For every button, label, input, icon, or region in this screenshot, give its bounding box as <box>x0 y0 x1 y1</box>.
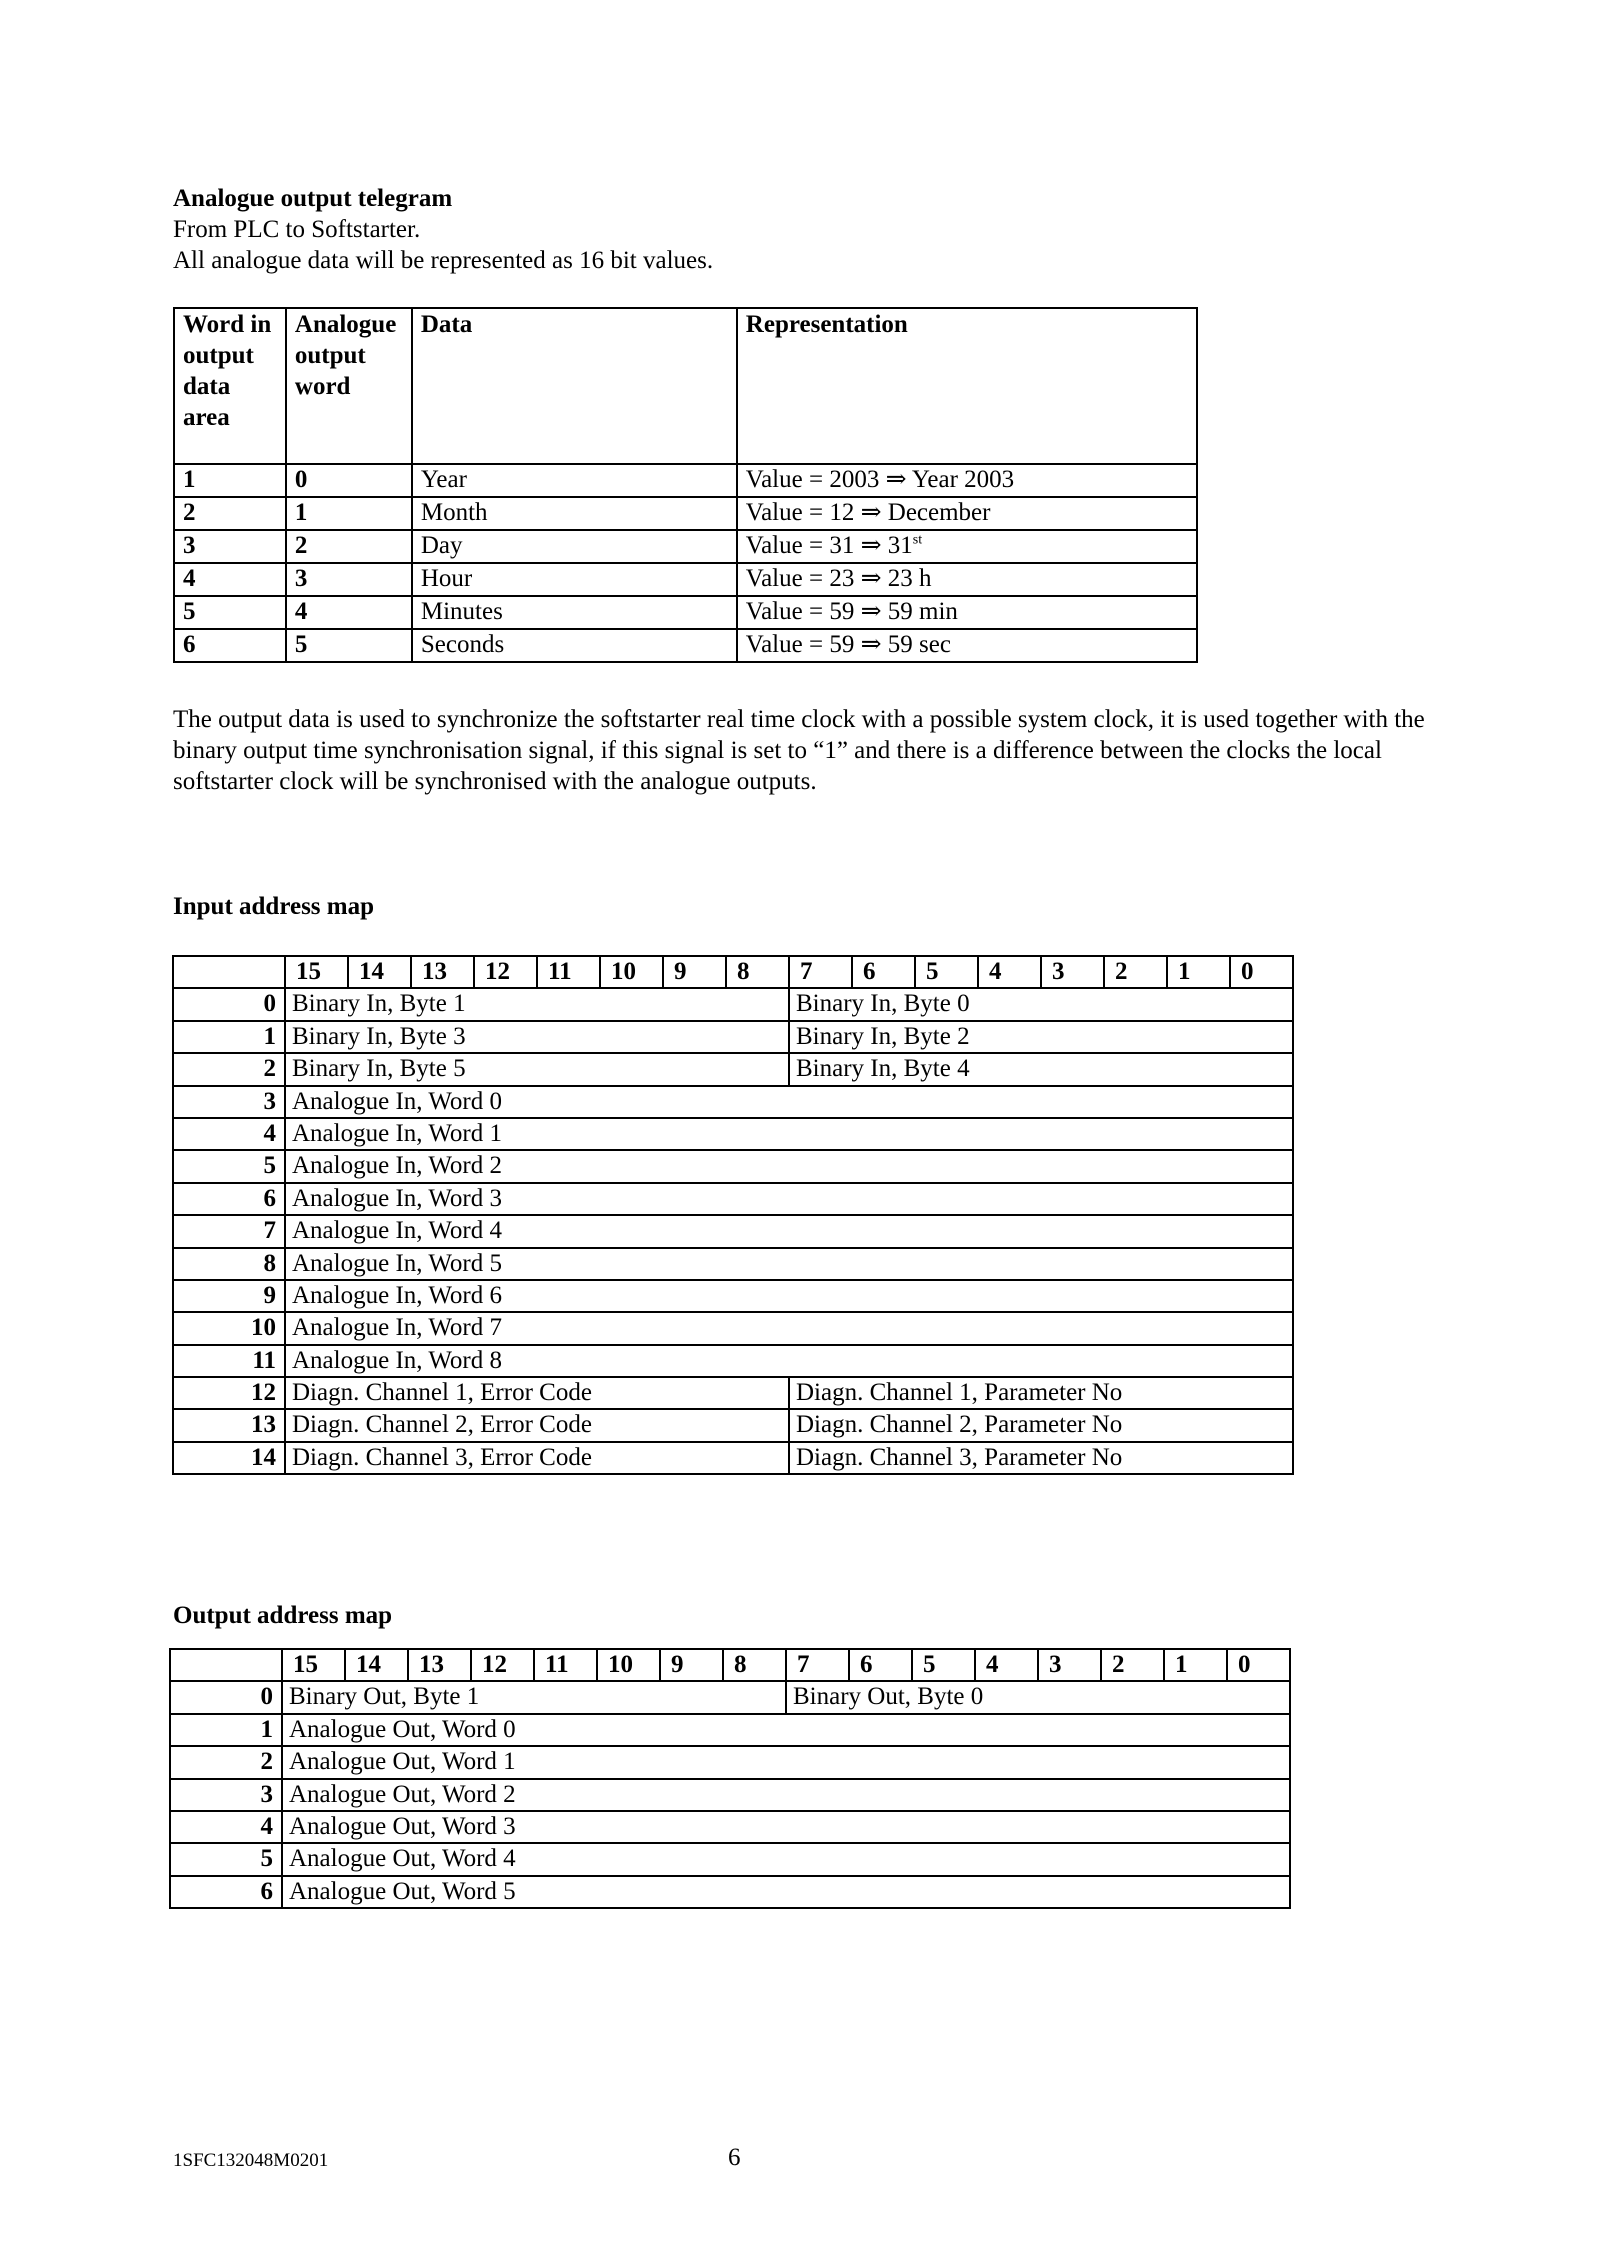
word-cell: Analogue In, Word 7 <box>285 1312 1293 1344</box>
bit-header: 8 <box>723 1649 786 1681</box>
word-cell: Analogue Out, Word 4 <box>282 1843 1290 1875</box>
address-row <box>173 1312 1293 1344</box>
bit-header: 11 <box>534 1649 597 1681</box>
high-byte-cell: Binary In, Byte 3 <box>285 1021 789 1053</box>
representation-text: Value = 2003 ⇒ Year 2003 <box>745 466 1015 493</box>
bit-header: 14 <box>348 956 411 988</box>
low-byte-cell: Binary Out, Byte 0 <box>786 1681 1290 1713</box>
representation-text: Value = 23 ⇒ 23 h <box>745 565 932 592</box>
word-in-output-cell: 5 <box>174 596 286 629</box>
telegram-row <box>174 497 1197 530</box>
word-number: 3 <box>170 1779 282 1811</box>
bit-header: 4 <box>975 1649 1038 1681</box>
bit-header: 4 <box>978 956 1041 988</box>
word-number: 2 <box>173 1053 285 1085</box>
bit-header: 2 <box>1104 956 1167 988</box>
high-byte-cell: Diagn. Channel 1, Error Code <box>285 1377 789 1409</box>
header-word-in-output: Word in output data area <box>174 308 286 464</box>
telegram-row <box>174 596 1197 629</box>
representation-cell <box>737 530 1197 563</box>
analogue-output-telegram-table <box>173 307 1198 663</box>
word-number: 12 <box>173 1377 285 1409</box>
data-cell: Seconds <box>412 629 737 662</box>
word-number: 9 <box>173 1280 285 1312</box>
bit-header: 7 <box>789 956 852 988</box>
address-row <box>173 1150 1293 1182</box>
address-row <box>173 1118 1293 1150</box>
representation-cell <box>737 629 1197 662</box>
address-row <box>170 1681 1290 1713</box>
bit-header: 2 <box>1101 1649 1164 1681</box>
low-byte-cell: Diagn. Channel 3, Parameter No <box>789 1442 1293 1474</box>
bit-header: 1 <box>1167 956 1230 988</box>
telegram-row <box>174 530 1197 563</box>
data-cell: Month <box>412 497 737 530</box>
word-number: 3 <box>173 1086 285 1118</box>
bit-header: 3 <box>1038 1649 1101 1681</box>
low-byte-cell: Binary In, Byte 0 <box>789 988 1293 1020</box>
output-address-map-title: Output address map <box>173 1602 393 1629</box>
word-in-output-cell: 3 <box>174 530 286 563</box>
corner-cell <box>173 956 285 988</box>
address-row <box>173 1377 1293 1409</box>
word-number: 1 <box>173 1021 285 1053</box>
bit-header: 15 <box>285 956 348 988</box>
telegram-row <box>174 563 1197 596</box>
word-number: 0 <box>173 988 285 1020</box>
header-representation: Representation <box>737 308 1197 464</box>
word-cell: Analogue In, Word 6 <box>285 1280 1293 1312</box>
input-address-map-title: Input address map <box>173 893 375 920</box>
analogue-word-cell: 4 <box>286 596 412 629</box>
bit-header: 14 <box>345 1649 408 1681</box>
address-row <box>170 1779 1290 1811</box>
header-data: Data <box>412 308 737 464</box>
word-number: 5 <box>170 1843 282 1875</box>
bit-header-row <box>170 1649 1290 1681</box>
word-cell: Analogue Out, Word 2 <box>282 1779 1290 1811</box>
bit-header: 11 <box>537 956 600 988</box>
word-number: 8 <box>173 1248 285 1280</box>
representation-text: Value = 59 ⇒ 59 sec <box>745 631 951 658</box>
bit-header: 13 <box>408 1649 471 1681</box>
word-number: 10 <box>173 1312 285 1344</box>
bit-header: 9 <box>663 956 726 988</box>
analogue-word-cell: 3 <box>286 563 412 596</box>
word-cell: Analogue In, Word 1 <box>285 1118 1293 1150</box>
representation-cell <box>737 464 1197 497</box>
telegram-row <box>174 464 1197 497</box>
bit-header: 10 <box>600 956 663 988</box>
address-row <box>173 1215 1293 1247</box>
bit-header: 1 <box>1164 1649 1227 1681</box>
sync-paragraph: The output data is used to synchronize the softstarter real time clock with a possible system clock, it is used together with the binary output time synchronisation signal, if this signal is set to “1” and there is a difference between the clocks the local softstarter clock will be synchronised with the analogue outputs. <box>173 706 1425 795</box>
word-cell: Analogue Out, Word 3 <box>282 1811 1290 1843</box>
address-row <box>173 1248 1293 1280</box>
representation-cell <box>737 563 1197 596</box>
representation-text: Value = 59 ⇒ 59 min <box>745 598 958 625</box>
header-analogue-output-word-text: Analogue output word <box>294 311 397 400</box>
word-cell: Analogue Out, Word 5 <box>282 1876 1290 1908</box>
address-row <box>173 1280 1293 1312</box>
representation-text: Value = 31 ⇒ 31 <box>745 532 913 559</box>
word-number: 14 <box>173 1442 285 1474</box>
word-cell: Analogue In, Word 2 <box>285 1150 1293 1182</box>
section-title: Analogue output telegram <box>173 185 453 212</box>
bit-header: 0 <box>1227 1649 1290 1681</box>
page-number: 6 <box>728 2144 741 2171</box>
bit-header-row <box>173 956 1293 988</box>
word-cell: Analogue Out, Word 0 <box>282 1714 1290 1746</box>
word-number: 2 <box>170 1746 282 1778</box>
corner-cell <box>170 1649 282 1681</box>
word-number: 0 <box>170 1681 282 1713</box>
word-cell: Analogue Out, Word 1 <box>282 1746 1290 1778</box>
representation-cell <box>737 497 1197 530</box>
telegram-row <box>174 629 1197 662</box>
bit-header: 12 <box>471 1649 534 1681</box>
bit-header: 12 <box>474 956 537 988</box>
word-cell: Analogue In, Word 3 <box>285 1183 1293 1215</box>
analogue-word-cell: 2 <box>286 530 412 563</box>
analogue-word-cell: 5 <box>286 629 412 662</box>
output-address-map-table <box>169 1648 1291 1909</box>
word-number: 13 <box>173 1409 285 1441</box>
analogue-output-section <box>173 183 713 276</box>
word-number: 7 <box>173 1215 285 1247</box>
document-code: 1SFC132048M0201 <box>173 2150 329 2171</box>
bit-header: 7 <box>786 1649 849 1681</box>
low-byte-cell: Binary In, Byte 4 <box>789 1053 1293 1085</box>
representation-cell <box>737 596 1197 629</box>
address-row <box>170 1811 1290 1843</box>
address-row <box>173 1345 1293 1377</box>
bit-header: 8 <box>726 956 789 988</box>
word-number: 11 <box>173 1345 285 1377</box>
word-number: 6 <box>170 1876 282 1908</box>
bit-header: 9 <box>660 1649 723 1681</box>
ordinal-suffix: st <box>912 532 923 548</box>
address-row <box>170 1746 1290 1778</box>
word-number: 4 <box>170 1811 282 1843</box>
word-number: 6 <box>173 1183 285 1215</box>
word-in-output-cell: 2 <box>174 497 286 530</box>
address-row <box>170 1714 1290 1746</box>
address-row <box>173 1183 1293 1215</box>
word-in-output-cell: 4 <box>174 563 286 596</box>
direction-line: From PLC to Softstarter. <box>173 216 421 243</box>
address-row <box>173 1442 1293 1474</box>
address-row <box>173 1086 1293 1118</box>
low-byte-cell: Diagn. Channel 1, Parameter No <box>789 1377 1293 1409</box>
word-cell: Analogue In, Word 8 <box>285 1345 1293 1377</box>
representation-text: Value = 12 ⇒ December <box>745 499 991 526</box>
data-cell: Minutes <box>412 596 737 629</box>
data-cell: Year <box>412 464 737 497</box>
analogue-word-cell: 0 <box>286 464 412 497</box>
bit-header: 13 <box>411 956 474 988</box>
input-address-map-table <box>172 955 1294 1475</box>
address-row <box>173 988 1293 1020</box>
bit-header: 3 <box>1041 956 1104 988</box>
address-row <box>173 1021 1293 1053</box>
address-row <box>173 1409 1293 1441</box>
low-byte-cell: Binary In, Byte 2 <box>789 1021 1293 1053</box>
word-in-output-cell: 6 <box>174 629 286 662</box>
word-number: 5 <box>173 1150 285 1182</box>
high-byte-cell: Binary In, Byte 5 <box>285 1053 789 1085</box>
word-cell: Analogue In, Word 5 <box>285 1248 1293 1280</box>
representation-note: All analogue data will be represented as 16 bit values. <box>173 247 714 274</box>
word-cell: Analogue In, Word 0 <box>285 1086 1293 1118</box>
bit-header: 15 <box>282 1649 345 1681</box>
bit-header: 5 <box>912 1649 975 1681</box>
bit-header: 6 <box>852 956 915 988</box>
address-row <box>170 1876 1290 1908</box>
bit-header: 0 <box>1230 956 1293 988</box>
bit-header: 10 <box>597 1649 660 1681</box>
data-cell: Day <box>412 530 737 563</box>
word-number: 4 <box>173 1118 285 1150</box>
low-byte-cell: Diagn. Channel 2, Parameter No <box>789 1409 1293 1441</box>
high-byte-cell: Diagn. Channel 2, Error Code <box>285 1409 789 1441</box>
address-row <box>170 1843 1290 1875</box>
bit-header: 6 <box>849 1649 912 1681</box>
word-in-output-cell: 1 <box>174 464 286 497</box>
high-byte-cell: Diagn. Channel 3, Error Code <box>285 1442 789 1474</box>
data-cell: Hour <box>412 563 737 596</box>
address-row <box>173 1053 1293 1085</box>
analogue-word-cell: 1 <box>286 497 412 530</box>
high-byte-cell: Binary In, Byte 1 <box>285 988 789 1020</box>
header-analogue-output-word <box>286 308 412 464</box>
word-cell: Analogue In, Word 4 <box>285 1215 1293 1247</box>
word-number: 1 <box>170 1714 282 1746</box>
bit-header: 5 <box>915 956 978 988</box>
high-byte-cell: Binary Out, Byte 1 <box>282 1681 786 1713</box>
